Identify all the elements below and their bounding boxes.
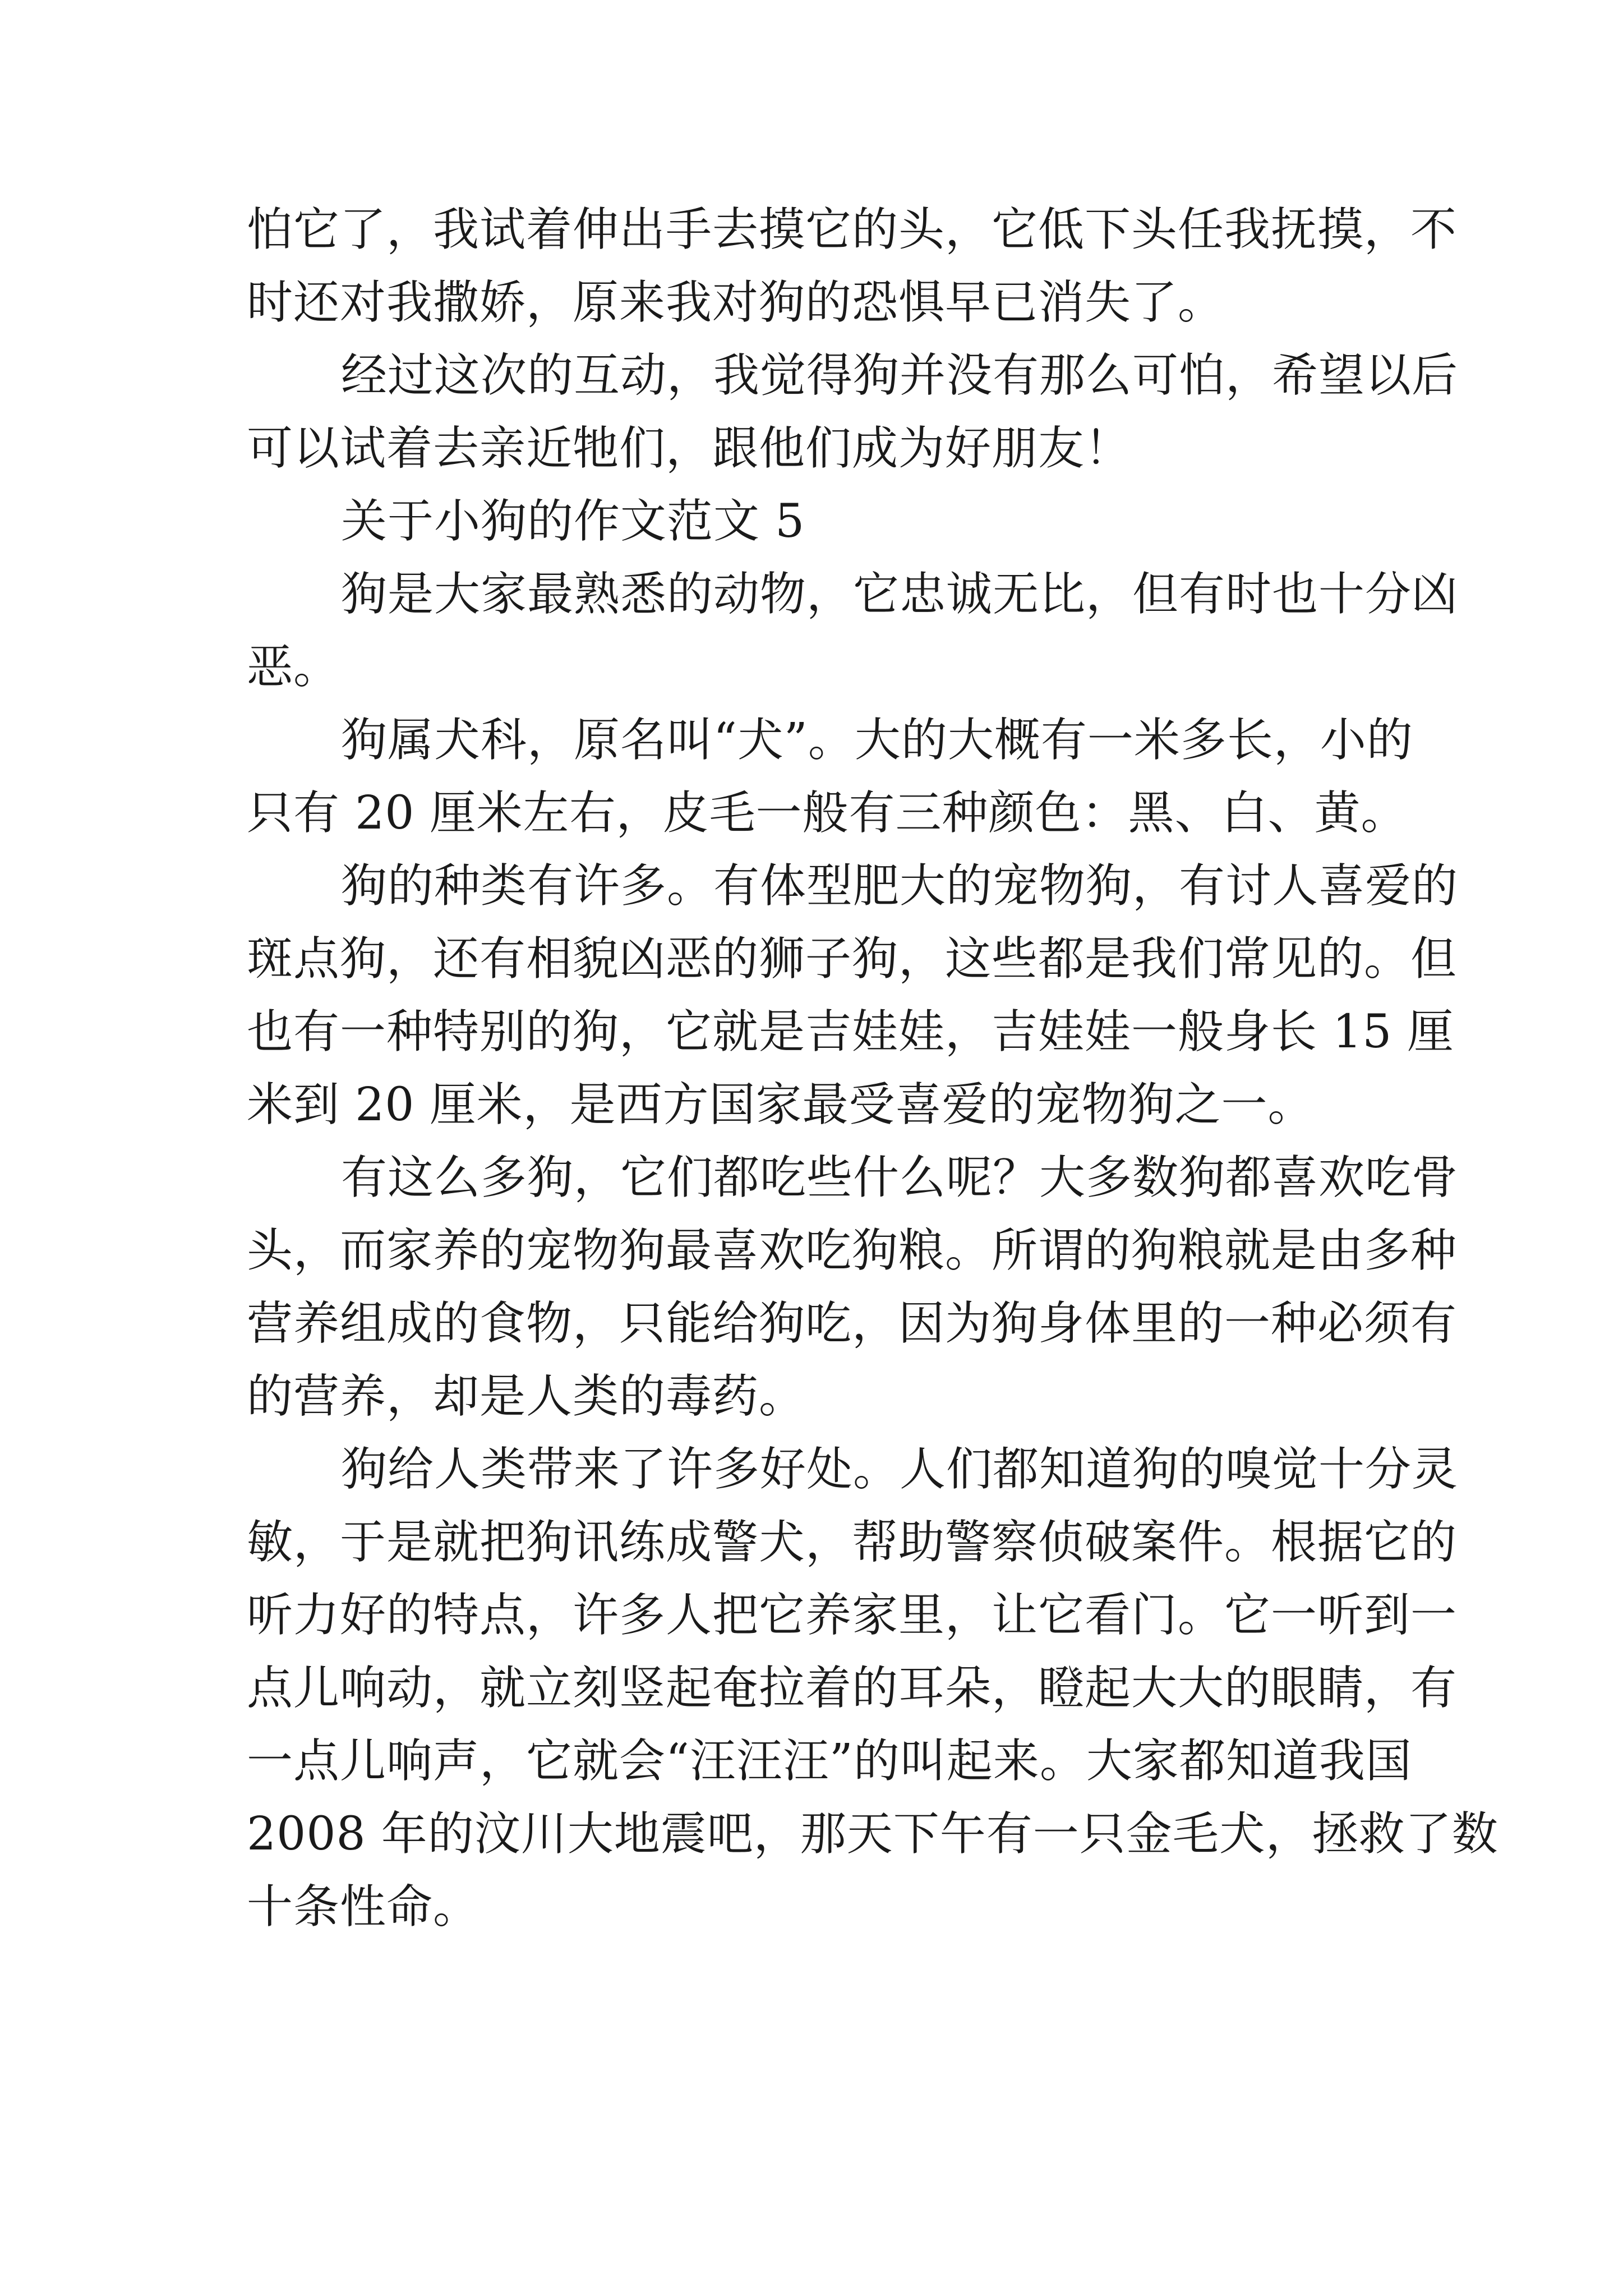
text-line: 米到 20 厘米，是西方国家最受喜爱的宠物狗之一。 bbox=[247, 1078, 1315, 1131]
text-line: 狗的种类有许多。有体型肥大的宠物狗，有讨人喜爱的 bbox=[341, 859, 1459, 913]
text-line: 2008 年的汶川大地震吧，那天下午有一只金毛犬，拯救了数 bbox=[247, 1807, 1498, 1861]
text-line: 经过这次的互动，我觉得狗并没有那么可怕，希望以后 bbox=[341, 349, 1459, 402]
text-line: 可以试着去亲近牠们，跟他们成为好朋友！ bbox=[247, 422, 1132, 475]
text-line: 狗属犬科，原名叫“犬”。大的大概有一米多长，小的 bbox=[341, 714, 1413, 767]
text-line: 头，而家养的宠物狗最喜欢吃狗粮。所谓的狗粮就是由多种 bbox=[247, 1224, 1458, 1277]
text-line: 十条性命。 bbox=[247, 1880, 480, 1934]
text-line: 的营养，却是人类的毒药。 bbox=[247, 1370, 806, 1423]
text-line: 也有一种特别的狗，它就是吉娃娃，吉娃娃一般身长 15 厘 bbox=[247, 1005, 1454, 1059]
text-line: 有这么多狗，它们都吃些什么呢？大多数狗都喜欢吃骨 bbox=[341, 1151, 1459, 1204]
text-line: 一点儿响声，它就会“汪汪汪”的叫起来。大家都知道我国 bbox=[247, 1734, 1412, 1788]
text-line: 狗给人类带来了许多好处。人们都知道狗的嗅觉十分灵 bbox=[341, 1443, 1459, 1496]
text-line: 狗是大家最熟悉的动物，它忠诚无比，但有时也十分凶 bbox=[341, 568, 1459, 621]
text-line: 听力好的特点，许多人把它养家里，让它看门。它一听到一 bbox=[247, 1589, 1458, 1642]
text-line: 斑点狗，还有相貌凶恶的狮子狗，这些都是我们常见的。但 bbox=[247, 932, 1458, 986]
text-line: 点儿响动，就立刻竖起奄拉着的耳朵，瞪起大大的眼睛，有 bbox=[247, 1662, 1458, 1715]
section-heading: 关于小狗的作文范文 5 bbox=[341, 495, 805, 548]
text-line: 恶。 bbox=[247, 641, 340, 694]
text-line: 时还对我撒娇，原来我对狗的恐惧早已消失了。 bbox=[247, 276, 1225, 329]
text-line: 只有 20 厘米左右，皮毛一般有三种颜色：黑、白、黄。 bbox=[247, 786, 1408, 840]
essay-text bbox=[247, 194, 1498, 1944]
text-line: 营养组成的食物，只能给狗吃，因为狗身体里的一种必须有 bbox=[247, 1297, 1458, 1350]
text-line: 怕它了，我试着伸出手去摸它的头，它低下头任我抚摸，不 bbox=[247, 203, 1458, 256]
text-line: 敏，于是就把狗讯练成警犬，帮助警察侦破案件。根据它的 bbox=[247, 1516, 1458, 1569]
